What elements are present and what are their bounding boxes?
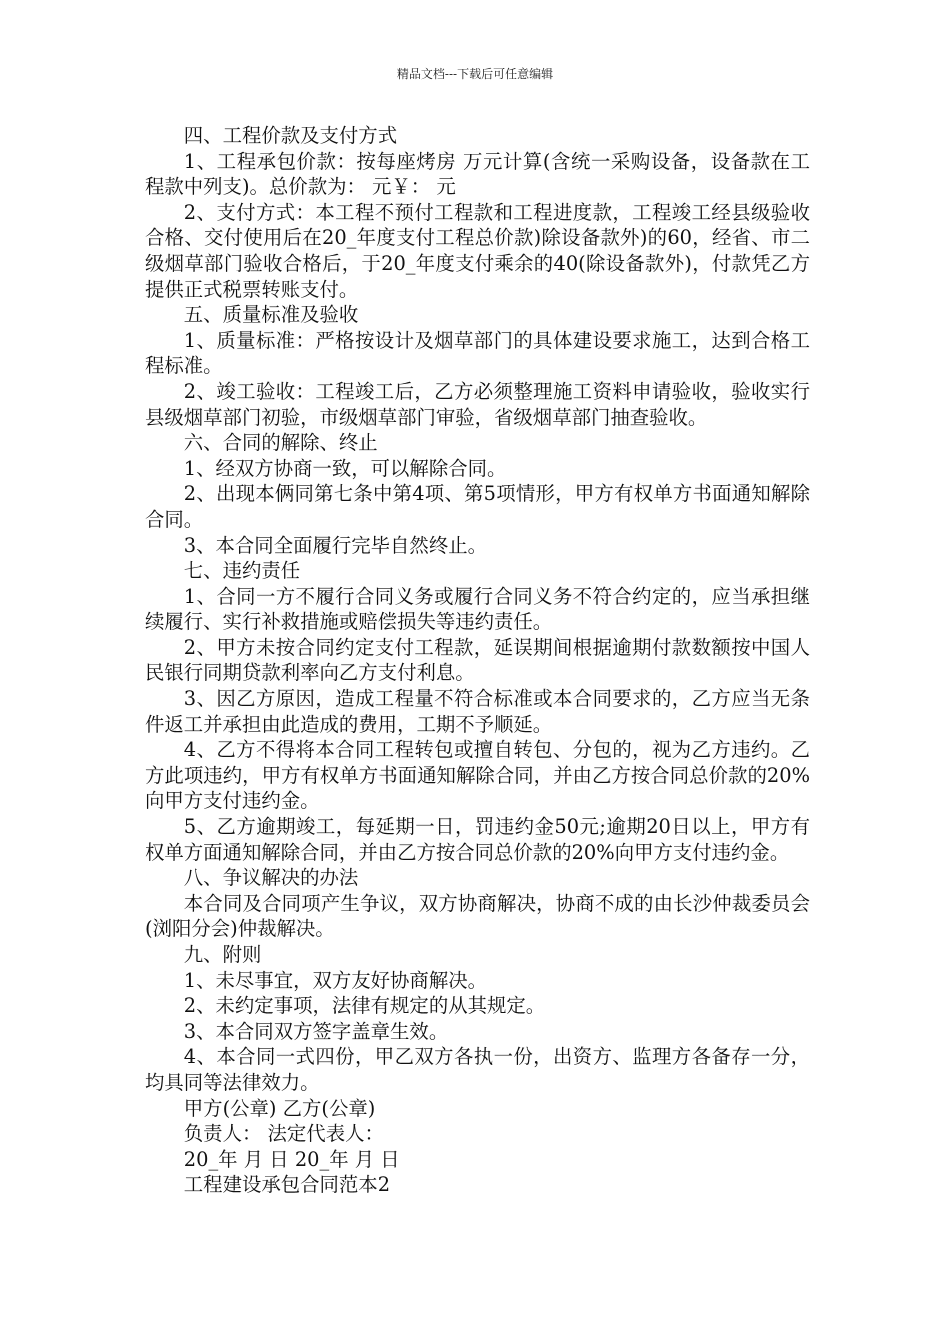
section-heading-supplementary: 九、附则	[183, 943, 262, 966]
section-heading-payment: 四、工程价款及支付方式	[183, 124, 398, 147]
clause-dispute: 本合同及合同项产生争议，双方协商解决，协商不成的由长沙仲裁委员会(浏阳分会)仲裁解决。	[145, 891, 810, 941]
clause-contract-price: 1、工程承包价款：按每座烤房 万元计算(含统一采购设备，设备款在工程款中列支)。总价款为： 元￥： 元	[145, 149, 810, 199]
signature-dates: 20_年 月 日 20_年 月 日	[183, 1147, 400, 1171]
signature-seals: 甲方(公章) 乙方(公章)	[183, 1096, 376, 1120]
clause-payment-method: 2、支付方式：本工程不预付工程款和工程进度款，工程竣工经县级验收合格、交付使用后在20_年度支付工程总价款)除设备款外)的60，经省、市二级烟草部门验收合格后，于20_年度支付乘余的40(除设备款外)，付款凭乙方提供正式税票转账支付。	[145, 200, 810, 301]
clause-liability-3: 3、因乙方原因，造成工程量不符合标准或本合同要求的，乙方应当无条件返工并承担由此造成的费用，工期不予顺延。	[145, 687, 810, 736]
next-document-title: 工程建设承包合同范本2	[183, 1173, 391, 1197]
clause-termination-1: 1、经双方协商一致，可以解除合同。	[183, 456, 507, 480]
section-heading-liability: 七、违约责任	[183, 559, 301, 583]
clause-supplementary-3: 3、本合同双方签字盖章生效。	[183, 1019, 449, 1043]
section-heading-dispute: 八、争议解决的办法	[183, 866, 359, 890]
clause-supplementary-2: 2、未约定事项，法律有规定的从其规定。	[183, 994, 546, 1018]
clause-liability-5: 5、乙方逾期竣工，每延期一日，罚违约金50元;逾期20日以上，甲方有权单方面通知解除合同，并由乙方按合同总价款的20%向甲方支付违约金。	[145, 815, 810, 864]
clause-liability-2: 2、甲方未按合同约定支付工程款，延误期间根据逾期付款数额按中国人民银行同期贷款利率向乙方支付利息。	[145, 635, 810, 685]
clause-liability-4: 4、乙方不得将本合同工程转包或擅自转包、分包的，视为乙方违约。乙方此项违约，甲方有权单方书面通知解除合同，并由乙方按合同总价款的20%向甲方支付违约金。	[145, 738, 810, 813]
clause-liability-1: 1、合同一方不履行合同义务或履行合同义务不符合约定的，应当承担继续履行、实行补救措施或赔偿损失等违约责任。	[145, 584, 810, 634]
section-heading-quality: 五、质量标准及验收	[183, 303, 359, 327]
clause-termination-3: 3、本合同全面履行完毕自然终止。	[183, 533, 487, 557]
signature-representatives: 负责人： 法定代表人：	[183, 1122, 384, 1146]
clause-completion-acceptance: 2、竣工验收：工程竣工后，乙方必须整理施工资料申请验收，验收实行县级烟草部门初验，市级烟草部门审验，省级烟草部门抽查验收。	[145, 379, 810, 429]
clause-termination-2: 2、出现本俩同第七条中第4项、第5项情形，甲方有权单方书面通知解除合同。	[145, 482, 810, 531]
document-body	[145, 123, 810, 1198]
section-heading-termination: 六、合同的解除、终止	[183, 431, 378, 455]
clause-quality-standard: 1、质量标准：严格按设计及烟草部门的具体建设要求施工，达到合格工程标准。	[145, 328, 810, 378]
page-header: 精品文档---下载后可任意编辑	[396, 67, 554, 81]
clause-supplementary-4: 4、本合同一式四份，甲乙双方各执一份，出资方、监理方各备存一分，均具同等法律效力。	[145, 1045, 810, 1094]
clause-supplementary-1: 1、未尽事宜，双方友好协商解决。	[183, 968, 487, 992]
